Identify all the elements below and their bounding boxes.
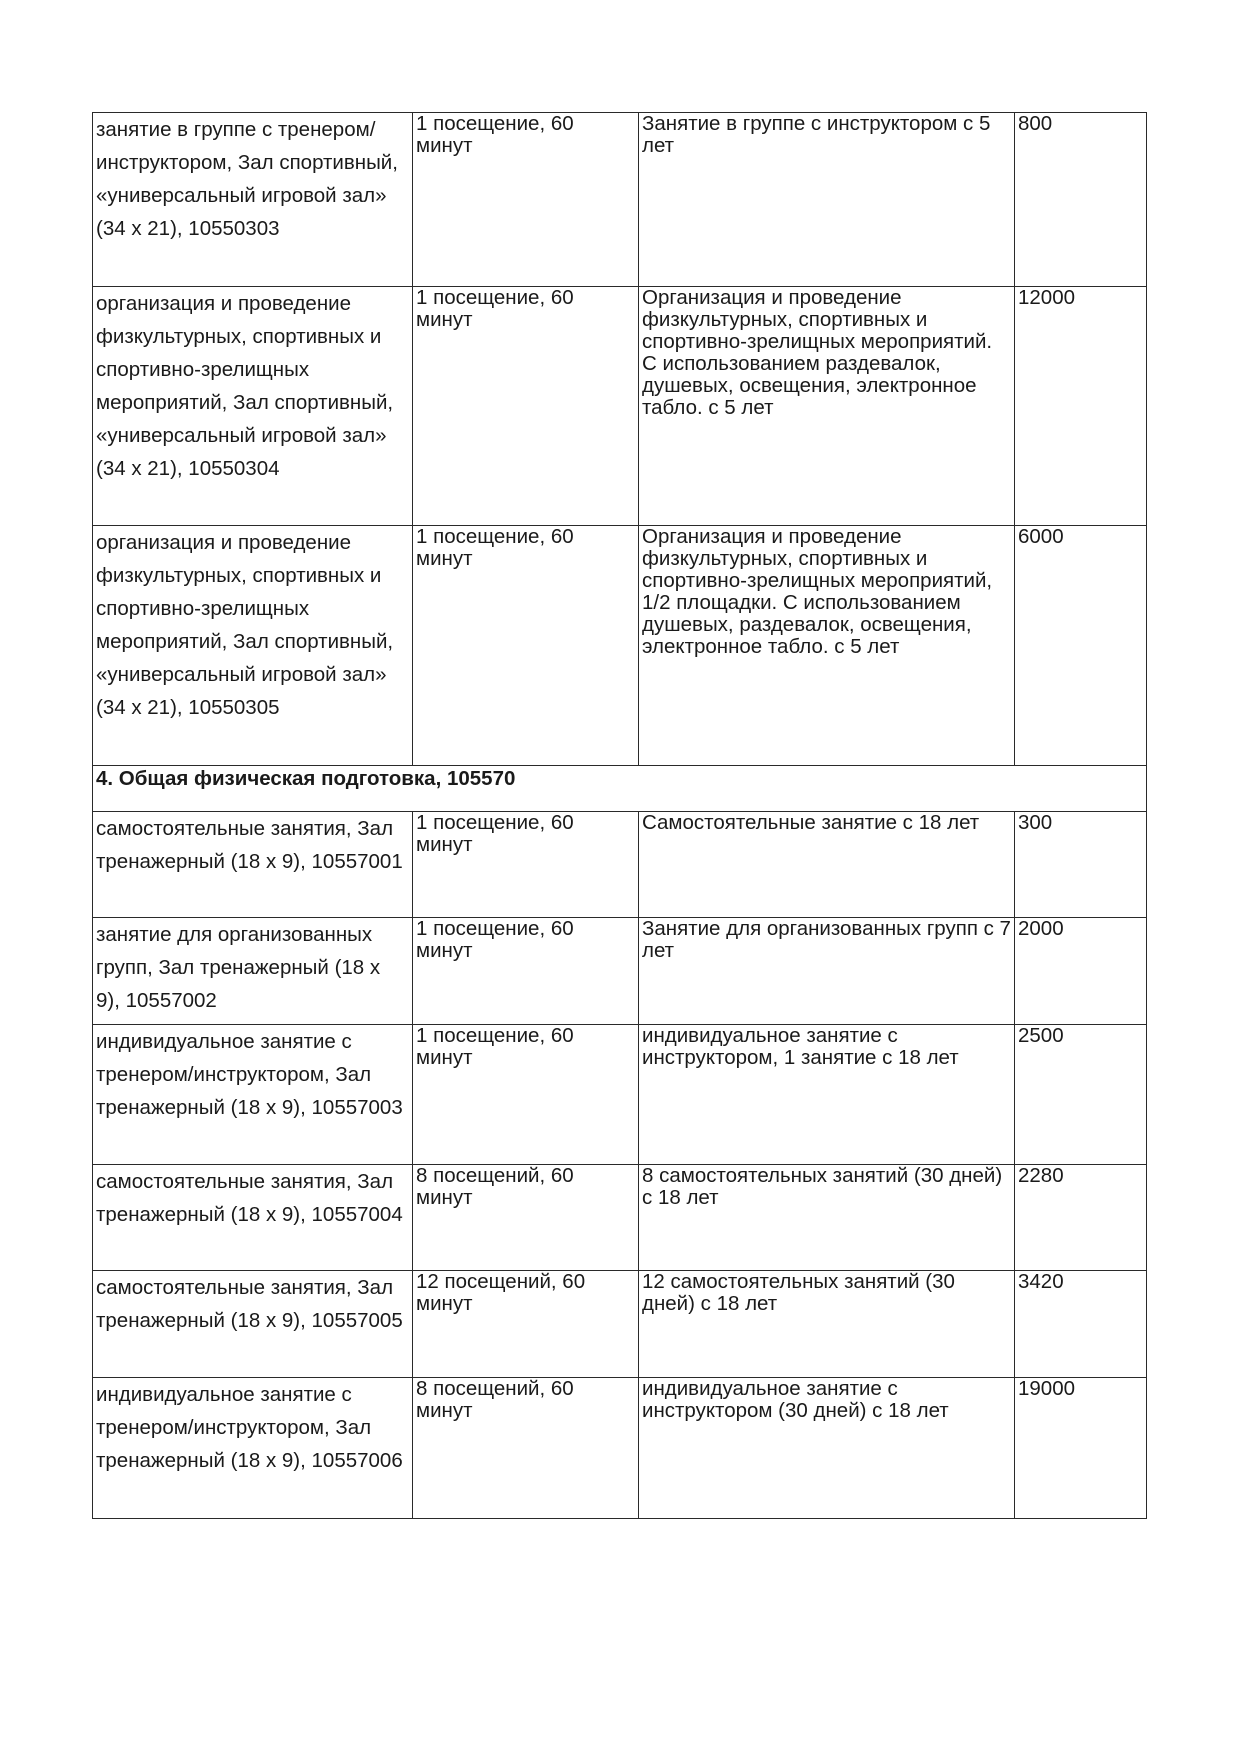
description-cell: Занятие в группе с инструктором с 5 лет bbox=[639, 113, 1015, 287]
table-row bbox=[93, 526, 1147, 766]
description-cell: индивидуальное занятие с инструктором (30 дней) с 18 лет bbox=[639, 1378, 1015, 1519]
price-cell: 800 bbox=[1015, 113, 1147, 287]
unit-cell: 1 посещение, 60 минут bbox=[413, 287, 639, 526]
unit-cell: 1 посещение, 60 минут bbox=[413, 812, 639, 918]
price-cell: 3420 bbox=[1015, 1271, 1147, 1378]
section-header-row bbox=[93, 766, 1147, 812]
description-cell: 12 самостоятельных занятий (30 дней) с 18 лет bbox=[639, 1271, 1015, 1378]
price-cell: 12000 bbox=[1015, 287, 1147, 526]
table-row bbox=[93, 1165, 1147, 1271]
unit-cell: 1 посещение, 60 минут bbox=[413, 113, 639, 287]
table-row bbox=[93, 1378, 1147, 1519]
service-cell: организация и проведение физкультурных, спортивных и спортивно-зрелищных мероприятий, Зал спортивный, «универсальный игровой зал» (34 х 21), 10550304 bbox=[93, 287, 413, 526]
table-row bbox=[93, 918, 1147, 1025]
service-cell: занятие в группе с тренером/инструктором, Зал спортивный, «универсальный игровой зал» (34 х 21), 10550303 bbox=[93, 113, 413, 287]
table-row bbox=[93, 287, 1147, 526]
unit-cell: 8 посещений, 60 минут bbox=[413, 1165, 639, 1271]
unit-cell: 1 посещение, 60 минут bbox=[413, 526, 639, 766]
price-cell: 19000 bbox=[1015, 1378, 1147, 1519]
price-cell: 2000 bbox=[1015, 918, 1147, 1025]
price-table bbox=[92, 112, 1147, 1519]
price-cell: 2500 bbox=[1015, 1025, 1147, 1165]
service-cell: индивидуальное занятие с тренером/инструктором, Зал тренажерный (18 х 9), 10557003 bbox=[93, 1025, 413, 1165]
description-cell: 8 самостоятельных занятий (30 дней) с 18 лет bbox=[639, 1165, 1015, 1271]
table-row bbox=[93, 1025, 1147, 1165]
price-cell: 2280 bbox=[1015, 1165, 1147, 1271]
unit-cell: 12 посещений, 60 минут bbox=[413, 1271, 639, 1378]
description-cell: индивидуальное занятие с инструктором, 1 занятие с 18 лет bbox=[639, 1025, 1015, 1165]
section-title: 4. Общая физическая подготовка, 105570 bbox=[93, 766, 1147, 812]
service-cell: занятие для организованных групп, Зал тренажерный (18 х 9), 10557002 bbox=[93, 918, 413, 1025]
service-cell: самостоятельные занятия, Зал тренажерный (18 х 9), 10557004 bbox=[93, 1165, 413, 1271]
description-cell: Самостоятельные занятие с 18 лет bbox=[639, 812, 1015, 918]
unit-cell: 1 посещение, 60 минут bbox=[413, 1025, 639, 1165]
service-cell: самостоятельные занятия, Зал тренажерный (18 х 9), 10557001 bbox=[93, 812, 413, 918]
price-cell: 300 bbox=[1015, 812, 1147, 918]
service-cell: самостоятельные занятия, Зал тренажерный (18 х 9), 10557005 bbox=[93, 1271, 413, 1378]
service-cell: индивидуальное занятие с тренером/инструктором, Зал тренажерный (18 х 9), 10557006 bbox=[93, 1378, 413, 1519]
description-cell: Организация и проведение физкультурных, спортивных и спортивно-зрелищных мероприятий, 1/2 площадки. С использованием душевых, раздевалок, освещения, электронное табло. с 5 лет bbox=[639, 526, 1015, 766]
table-row bbox=[93, 812, 1147, 918]
unit-cell: 8 посещений, 60 минут bbox=[413, 1378, 639, 1519]
service-cell: организация и проведение физкультурных, спортивных и спортивно-зрелищных мероприятий, Зал спортивный, «универсальный игровой зал» (34 х 21), 10550305 bbox=[93, 526, 413, 766]
unit-cell: 1 посещение, 60 минут bbox=[413, 918, 639, 1025]
table-row bbox=[93, 1271, 1147, 1378]
description-cell: Организация и проведение физкультурных, спортивных и спортивно-зрелищных мероприятий. С использованием раздевалок, душевых, освещения, электронное табло. с 5 лет bbox=[639, 287, 1015, 526]
description-cell: Занятие для организованных групп с 7 лет bbox=[639, 918, 1015, 1025]
table-row bbox=[93, 113, 1147, 287]
price-cell: 6000 bbox=[1015, 526, 1147, 766]
